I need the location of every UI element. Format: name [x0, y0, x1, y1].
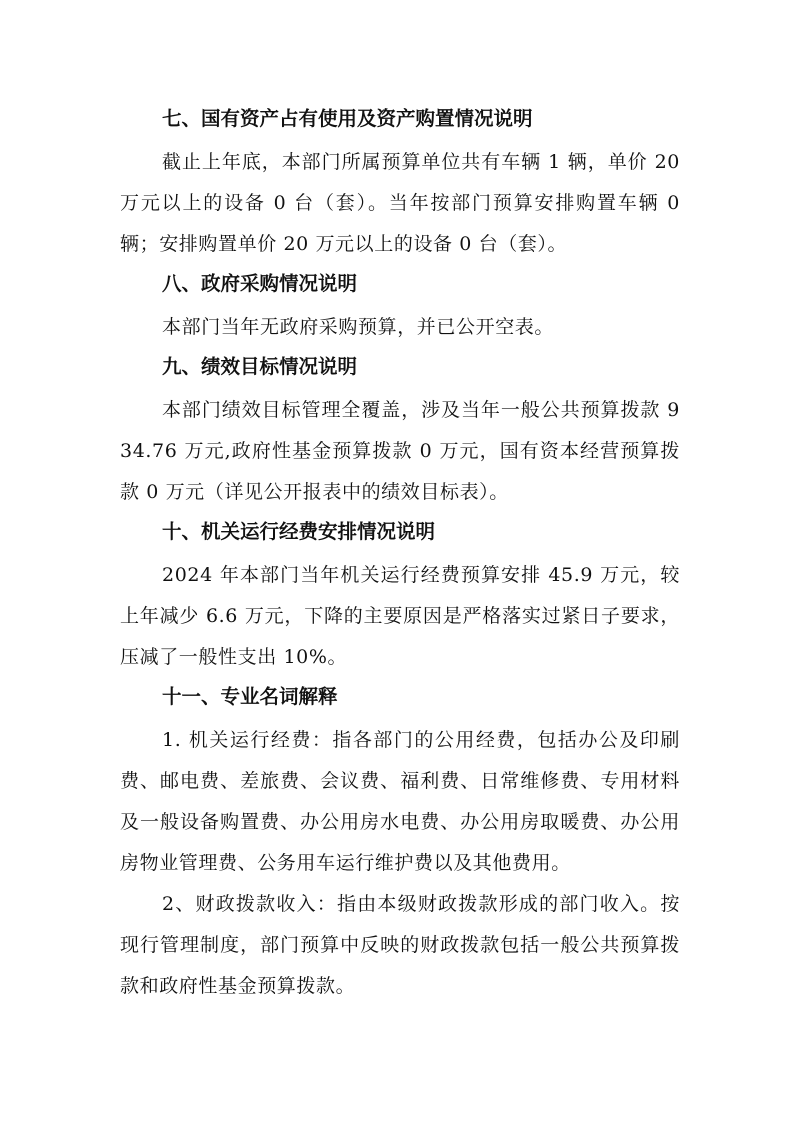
document-body [120, 100, 680, 1007]
paragraph-glossary-operating-costs: 1. 机关运行经费：指各部门的公用经费，包括办公及印刷费、邮电费、差旅费、会议费、福利费、日常维修费、专用材料及一般设备购置费、办公用房水电费、办公用房取暖费、办公用房物业管理费、公务用车运行维护费以及其他费用。 [120, 729, 680, 874]
paragraph-operating-costs: 2024 年本部门当年机关运行经费预算安排 45.9 万元，较上年减少 6.6 万元，下降的主要原因是严格落实过紧日子要求，压减了一般性支出 10%。 [120, 564, 680, 668]
paragraph-assets: 截止上年底，本部门所属预算单位共有车辆 1 辆，单价 20 万元以上的设备 0 台（套）。当年按部门预算安排购置车辆 0 辆；安排购置单价 20 万元以上的设备 0 台（套）。 [120, 151, 680, 255]
section-heading-operating-costs: 十、机关运行经费安排情况说明 [162, 520, 436, 543]
section-heading-glossary: 十一、专业名词解释 [162, 685, 338, 708]
paragraph-procurement: 本部门当年无政府采购预算，并已公开空表。 [162, 316, 555, 338]
paragraph-performance: 本部门绩效目标管理全覆盖，涉及当年一般公共预算拨款 934.76 万元,政府性基金预算拨款 0 万元，国有资本经营预算拨款 0 万元（详见公开报表中的绩效目标表）。 [120, 399, 680, 503]
section-heading-assets: 七、国有资产占有使用及资产购置情况说明 [162, 107, 533, 130]
section-heading-procurement: 八、政府采购情况说明 [162, 272, 358, 295]
paragraph-glossary-fiscal-income: 2、财政拨款收入：指由本级财政拨款形成的部门收入。按现行管理制度，部门预算中反映的财政拨款包括一般公共预算拨 款和政府性基金预算拨款。 [120, 893, 680, 997]
section-heading-performance: 九、绩效目标情况说明 [162, 355, 358, 378]
